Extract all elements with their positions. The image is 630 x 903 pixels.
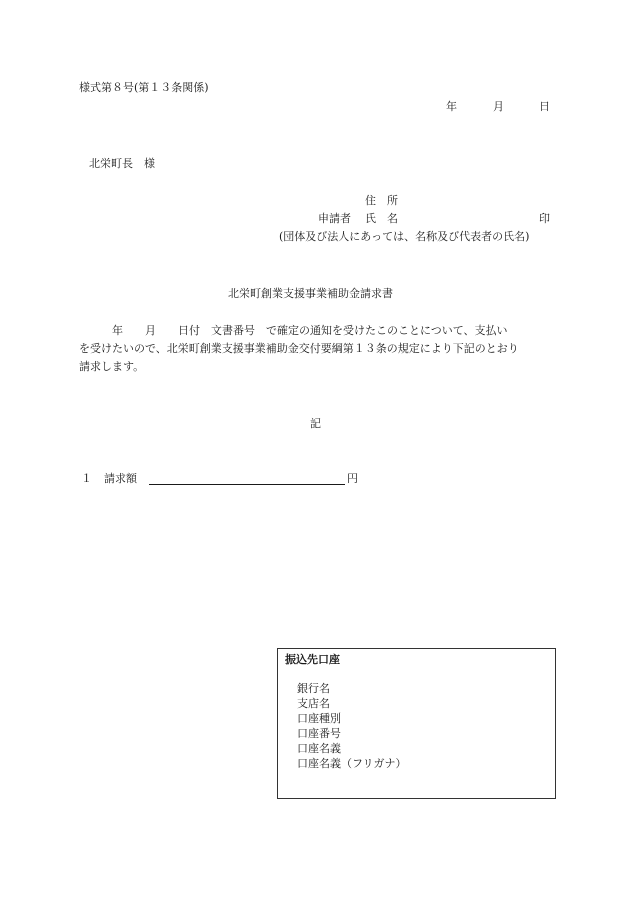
ki-heading: 記 [310,417,321,430]
claim-number: １ [81,472,92,485]
document-title: 北栄町創業支援事業補助金請求書 [228,287,393,300]
date-year: 年 [446,100,457,113]
bank-name-field: 銀行名 [297,682,330,695]
claim-amount-blank[interactable] [149,484,345,485]
body-line-2: を受けたいので、北栄町創業支援事業補助金交付要綱第１３条の規定により下記のとおり [79,342,519,355]
addressee: 北栄町長 様 [89,157,155,170]
date-day: 日 [539,100,550,113]
account-holder-field: 口座名義 [297,742,341,755]
branch-name-field: 支店名 [297,697,330,710]
body-line-3: 請求します。 [79,360,145,373]
account-number-field: 口座番号 [297,727,341,740]
bank-account-title: 振込先口座 [285,653,340,666]
account-holder-kana-field: 口座名義（フリガナ） [297,757,407,770]
form-number: 様式第８号(第１３条関係) [79,81,209,94]
seal-mark: 印 [539,212,550,225]
date-month: 月 [493,100,504,113]
body-line-1: 年 月 日付 文書番号 で確定の通知を受けたこのことについて、支払い [79,324,508,337]
claim-unit: 円 [347,472,358,485]
applicant-note: (団体及び法人にあっては、名称及び代表者の氏名) [279,230,530,243]
address-label: 住 所 [365,194,398,207]
claim-label: 請求額 [104,472,137,485]
bank-account-box [277,648,556,799]
applicant-label: 申請者 [318,212,351,225]
account-type-field: 口座種別 [297,712,341,725]
name-label: 氏 名 [365,212,398,225]
bank-account-fields [297,681,406,771]
